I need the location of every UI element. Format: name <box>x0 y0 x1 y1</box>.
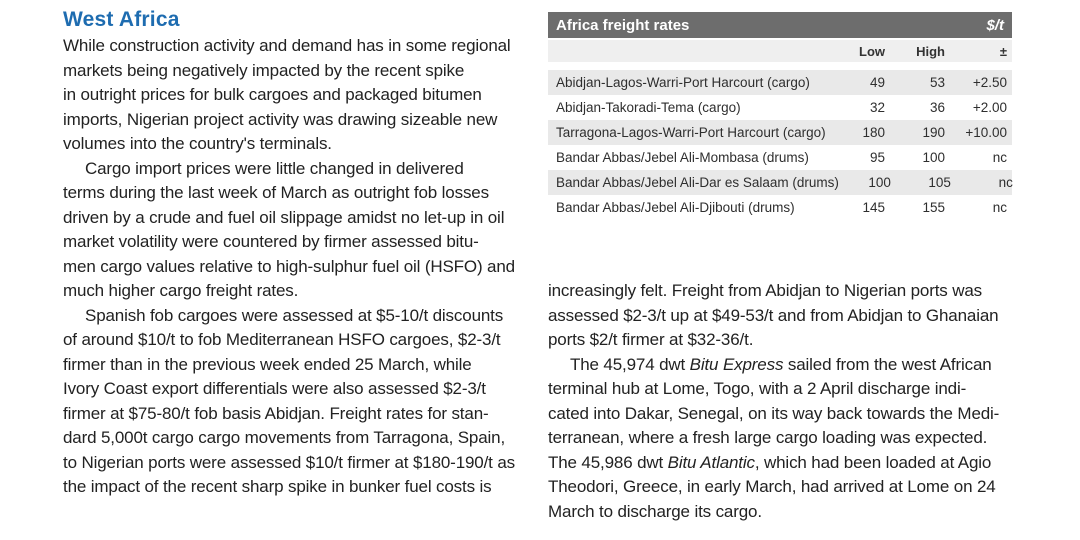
text-line <box>63 132 537 157</box>
text-line <box>63 157 537 182</box>
route-cell: Bandar Abbas/Jebel Ali-Dar es Salaam (drums) <box>556 175 839 190</box>
table-row <box>548 120 1012 145</box>
text-segment: volumes into the country's terminals. <box>63 134 332 153</box>
text-segment: ports $2/t firmer at $32-36/t. <box>548 330 754 349</box>
text-segment: to Nigerian ports were assessed $10/t firmer at $180-190/t as <box>63 452 515 472</box>
text-line <box>63 279 537 304</box>
low-cell: 49 <box>869 75 885 90</box>
low-cell: 32 <box>869 100 885 115</box>
right-column-text <box>548 279 1022 524</box>
high-cell: 100 <box>922 150 945 165</box>
text-segment: Ivory Coast export differentials were also assessed $2-3/t <box>63 379 486 398</box>
route-cell: Tarragona-Lagos-Warri-Port Harcourt (cargo) <box>556 125 826 140</box>
text-segment: market volatility were countered by firmer assessed bitu- <box>63 232 479 251</box>
table-column-headers <box>548 40 1012 62</box>
change-column-header: ± <box>999 43 1007 59</box>
text-segment: dard 5,000t cargo cargo movements from Tarragona, Spain, <box>63 428 506 447</box>
text-line <box>63 255 537 280</box>
text-line <box>548 304 1022 329</box>
low-cell: 95 <box>869 150 885 165</box>
table-title-bar <box>548 12 1012 38</box>
route-cell: Bandar Abbas/Jebel Ali-Mombasa (drums) <box>556 150 809 165</box>
change-cell: +10.00 <box>965 125 1007 140</box>
text-segment: Spanish fob cargoes were assessed at $5-10/t discounts <box>85 305 504 325</box>
text-line <box>63 230 537 255</box>
africa-freight-rates-table <box>548 12 1012 220</box>
text-segment: assessed $2-3/t up at $49-53/t and from Abidjan to Ghanaian <box>548 305 999 325</box>
text-line <box>63 206 537 231</box>
low-cell: 145 <box>862 200 885 215</box>
text-line <box>63 328 537 353</box>
table-title: Africa freight rates <box>556 16 690 34</box>
text-line <box>548 353 1022 378</box>
route-cell: Abidjan-Takoradi-Tema (cargo) <box>556 100 741 115</box>
text-segment: in outright prices for bulk cargoes and packaged bitumen <box>63 85 482 104</box>
text-line <box>63 304 537 329</box>
text-line <box>548 475 1022 500</box>
text-segment: increasingly felt. Freight from Abidjan to Nigerian ports was <box>548 281 982 300</box>
high-cell: 190 <box>922 125 945 140</box>
text-segment: , which had been loaded at Agio <box>754 452 992 472</box>
high-cell: 53 <box>929 75 945 90</box>
text-segment: driven by a crude and fuel oil slippage amidst no let-up in oil <box>63 207 505 227</box>
text-line <box>548 426 1022 451</box>
left-column-text <box>63 34 537 500</box>
change-cell: +2.00 <box>972 100 1007 115</box>
text-line <box>548 377 1022 402</box>
table-unit-label: $/t <box>986 16 1004 34</box>
table-body <box>548 70 1012 220</box>
route-cell: Bandar Abbas/Jebel Ali-Djibouti (drums) <box>556 200 795 215</box>
route-cell: Abidjan-Lagos-Warri-Port Harcourt (cargo) <box>556 75 810 90</box>
text-line <box>63 451 537 476</box>
change-cell: nc <box>998 175 1013 190</box>
text-segment: terminal hub at Lome, Togo, with a 2 April discharge indi- <box>548 379 967 398</box>
text-segment: of around $10/t to fob Mediterranean HSFO cargoes, $2-3/t <box>63 330 501 349</box>
table-row <box>548 70 1012 95</box>
text-segment: much higher cargo freight rates. <box>63 281 299 300</box>
text-line <box>63 34 537 59</box>
text-line <box>63 426 537 451</box>
text-line <box>63 475 537 500</box>
text-segment: imports, Nigerian project activity was drawing sizeable new <box>63 109 498 129</box>
text-segment: firmer at $75-80/t fob basis Abidjan. Freight rates for stan- <box>63 403 489 423</box>
text-line <box>548 328 1022 353</box>
section-heading: West Africa <box>63 8 180 31</box>
text-segment: Theodori, Greece, in early March, had arrived at Lome on 24 <box>548 477 996 496</box>
text-line <box>548 500 1022 525</box>
text-segment: terranean, where a fresh large cargo loading was expected. <box>548 428 988 447</box>
low-cell: 100 <box>868 175 891 190</box>
text-segment: sailed from the west African <box>783 354 992 374</box>
change-cell: nc <box>992 200 1007 215</box>
low-column-header: Low <box>859 43 885 59</box>
text-segment: March to discharge its cargo. <box>548 501 762 521</box>
text-line <box>548 279 1022 304</box>
high-column-header: High <box>916 43 945 59</box>
text-line <box>63 108 537 133</box>
text-line <box>63 181 537 206</box>
table-row <box>548 145 1012 170</box>
text-segment: men cargo values relative to high-sulphur fuel oil (HSFO) and <box>63 256 515 276</box>
table-row <box>548 170 1012 195</box>
table-row <box>548 95 1012 120</box>
text-segment: terms during the last week of March as outright fob losses <box>63 183 489 202</box>
text-segment: The 45,986 dwt <box>548 452 668 472</box>
high-cell: 155 <box>922 200 945 215</box>
high-cell: 105 <box>928 175 951 190</box>
text-line <box>63 83 537 108</box>
high-cell: 36 <box>929 100 945 115</box>
text-segment: firmer than in the previous week ended 25 March, while <box>63 354 472 374</box>
change-cell: nc <box>992 150 1007 165</box>
text-segment: While construction activity and demand has in some regional <box>63 36 511 55</box>
text-line <box>63 377 537 402</box>
table-row <box>548 195 1012 220</box>
vessel-name: Bitu Express <box>689 354 784 374</box>
text-segment: Cargo import prices were little changed in delivered <box>85 158 464 178</box>
text-segment: The 45,974 dwt <box>570 354 690 374</box>
text-line <box>63 353 537 378</box>
text-segment: cated into Dakar, Senegal, on its way back towards the Medi- <box>548 403 1000 423</box>
text-line <box>63 402 537 427</box>
text-line <box>548 451 1022 476</box>
vessel-name: Bitu Atlantic <box>667 452 755 472</box>
change-cell: +2.50 <box>972 75 1007 90</box>
text-line <box>63 59 537 84</box>
text-segment: the impact of the recent sharp spike in bunker fuel costs is <box>63 477 492 496</box>
low-cell: 180 <box>862 125 885 140</box>
text-line <box>548 402 1022 427</box>
text-segment: markets being negatively impacted by the recent spike <box>63 60 465 80</box>
